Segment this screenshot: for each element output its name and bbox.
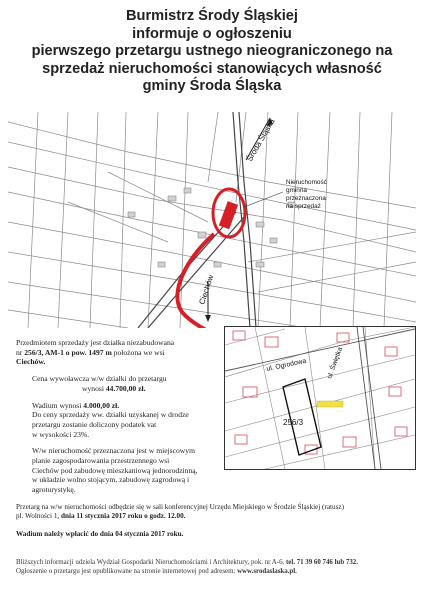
details-text: w wysokości 23%. <box>32 429 90 439</box>
details-text: w układzie wolno stojącym, zabudowę zagrodową i <box>32 475 190 485</box>
annotation-line-3: przeznaczona <box>286 195 326 202</box>
red-arrow <box>177 234 276 328</box>
auction-date: dnia 11 stycznia 2017 roku o godz. 12.00. <box>61 512 186 521</box>
auction-text: pl. Wolności 1, <box>16 512 62 521</box>
details-para-2 <box>16 374 222 393</box>
title-line-5: gminy Środa Śląska <box>142 78 282 95</box>
auction-text: Przetarg na w/w nieruchomości odbędzie się w sali konferencyjnej Urzędu Miejskiego w Środzie Śląskiej (ratusz) <box>16 503 344 511</box>
details-text: Przedmiotem sprzedaży jest działka niezabudowana <box>16 338 175 347</box>
title-line-3: pierwszego przetargu ustnego nieograniczonego na <box>31 43 393 60</box>
annotation-line-1: Nieruchomość <box>286 179 327 186</box>
parcel-number-label: 256/3 <box>283 418 304 427</box>
details-para-4 <box>16 446 222 495</box>
details-text: Wadium wynosi <box>32 400 84 410</box>
parcel-id: 256/3, AM-1 o pow. 1497 m <box>24 347 112 357</box>
details-text: Cena wywoławcza w/w działki do przetargu <box>32 374 167 384</box>
details-text <box>16 348 222 358</box>
footer-text: Bliższych informacji udziela Wydział Gospodarki Nieruchomościami i Architektury, pok. nr A-6, <box>16 559 286 566</box>
details-text: wynosi <box>82 383 106 393</box>
details-text <box>32 401 222 411</box>
phone-number: tel. 71 39 60 746 lub 732. <box>285 559 358 566</box>
footer-text <box>16 567 416 576</box>
details-text: W/w nieruchomość przeznaczona jest w miejscowym <box>32 446 195 456</box>
auction-block <box>16 503 416 539</box>
street-label-swietka: ul. Świętka <box>326 346 345 380</box>
cadastral-map <box>8 112 416 328</box>
title-line-4: sprzedaż nieruchomości stanowiących własność <box>42 60 382 77</box>
street-label-ciechow: Ciechów <box>197 273 216 306</box>
details-text: przetargu zostanie doliczony podatek vat <box>32 419 157 429</box>
annotation-line-2: gminna <box>286 187 307 194</box>
title-line-2: informuje o ogłoszeniu <box>132 25 292 42</box>
footer <box>16 558 416 576</box>
yellow-tag <box>317 401 343 407</box>
details-text: planie zagospodarowania przestrzennego wsi <box>32 456 170 466</box>
parcel-outline <box>283 379 321 455</box>
annotation-line-4: na sprzedaż <box>286 203 321 210</box>
announcement-title <box>0 8 424 96</box>
price-value: 44.700,00 zł. <box>105 383 146 393</box>
details-text: położona we wsi <box>111 347 165 357</box>
street-label-sroda: Środa Śląska <box>244 117 277 163</box>
website-link[interactable]: www.srodaslaska.pl. <box>237 568 297 575</box>
parcel-highlight <box>219 201 238 229</box>
title-line-1: Burmistrz Środy Śląskiej <box>126 8 298 24</box>
deposit-deadline: Wadium należy wpłacić do dnia 04 stycznia 2017 roku. <box>16 529 184 538</box>
details-text <box>32 384 222 394</box>
footer-text: Ogłoszenie o przetargu jest opublikowane na stronie internetowej pod adresem: <box>16 568 238 575</box>
deposit-value: 4.000,00 zł. <box>83 400 120 410</box>
detail-map <box>224 326 416 470</box>
details-text: Ciechów pod zabudowę mieszkaniową jednorodzinną, <box>32 465 198 475</box>
details-text: nr <box>16 347 25 357</box>
details-para-1 <box>16 338 222 367</box>
village-name: Ciechów. <box>16 357 46 367</box>
street-label-ogrodowa: ul. Ogrodowa <box>265 357 307 373</box>
details-block <box>16 338 222 502</box>
auction-text <box>16 512 416 521</box>
footer-text <box>16 558 416 567</box>
details-para-3 <box>16 401 222 440</box>
details-text: agroturystykę. <box>32 485 76 495</box>
details-text: Do ceny sprzedaży ww. działki uzyskanej w drodze <box>32 410 189 420</box>
